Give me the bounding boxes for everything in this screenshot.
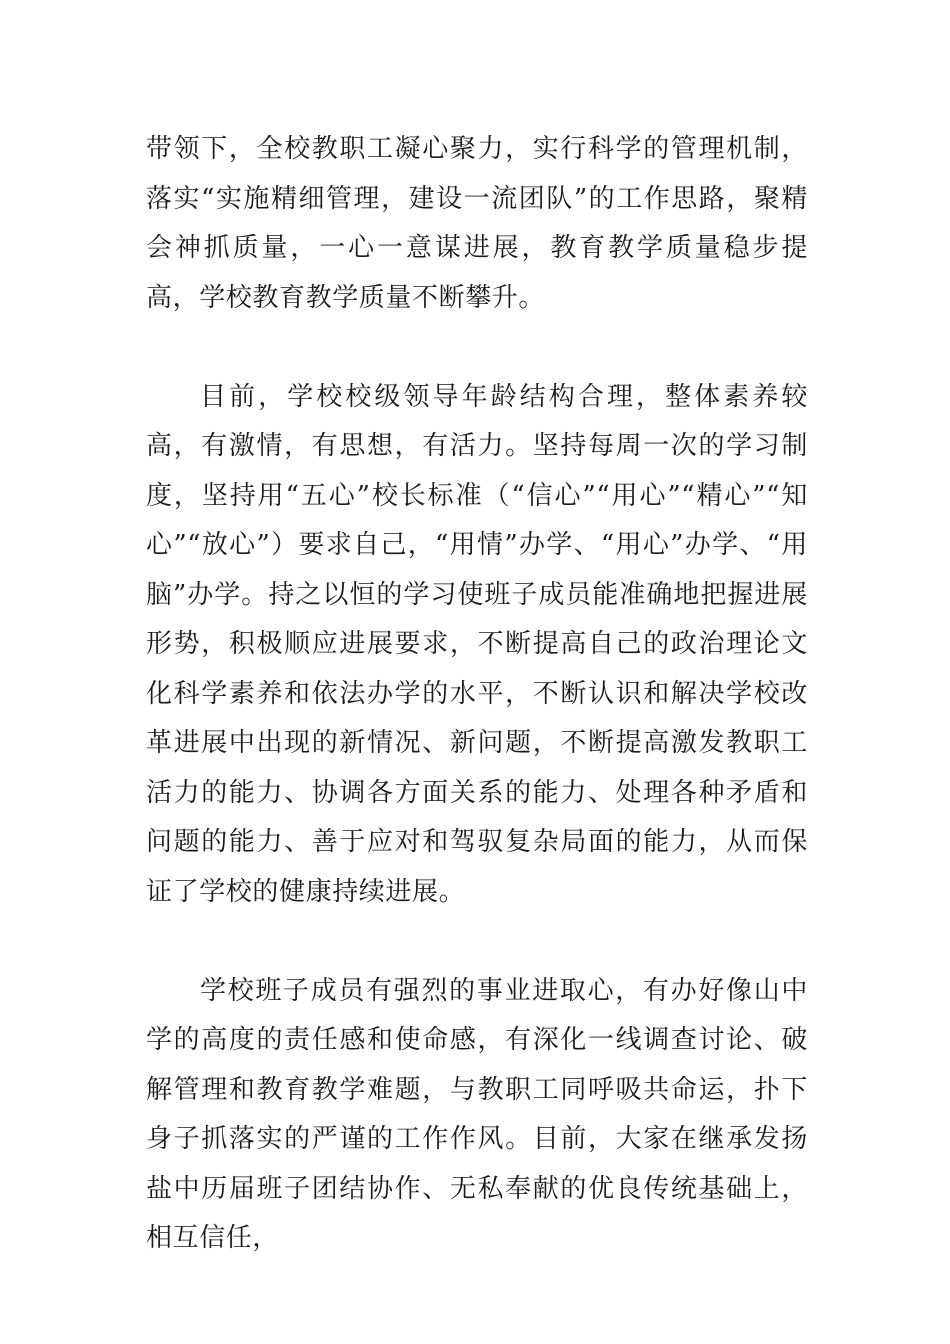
paragraph-3: 学校班子成员有强烈的事业进取心，有办好像山中学的高度的责任感和使命感，有深化一线调查讨论、破解管理和教育教学难题，与教职工同呼吸共命运，扑下身子抓落实的严谨的工作作风。目前，大家在继承发扬盐中历届班子团结协作、无私奉献的优良传统基础上，相互信任， — [146, 975, 808, 1253]
paragraph-1: 带领下，全校教职工凝心聚力，实行科学的管理机制，落实“实施精细管理，建设一流团队”的工作思路，聚精会神抓质量，一心一意谋进展，教育教学质量稳步提高，学校教育教学质量不断攀升。 — [146, 134, 808, 313]
paragraph-2: 目前，学校校级领导年龄结构合理，整体素养较高，有激情，有思想，有活力。坚持每周一次的学习制度，坚持用“五心”校长标准（“信心”“用心”“精心”“知心”“放心”）要求自己，“用情”办学、“用心”办学、“用脑”办学。持之以恒的学习使班子成员能准确地把握进展形势，积极顺应进展要求，不断提高自己的政治理论文化科学素养和依法办学的水平，不断认识和解决学校改革进展中出现的新情况、新问题，不断提高激发教职工活力的能力、协调各方面关系的能力、处理各种矛盾和问题的能力、善于应对和驾驭复杂局面的能力，从而保证了学校的健康持续进展。 — [146, 381, 808, 907]
document-body — [146, 125, 808, 1264]
